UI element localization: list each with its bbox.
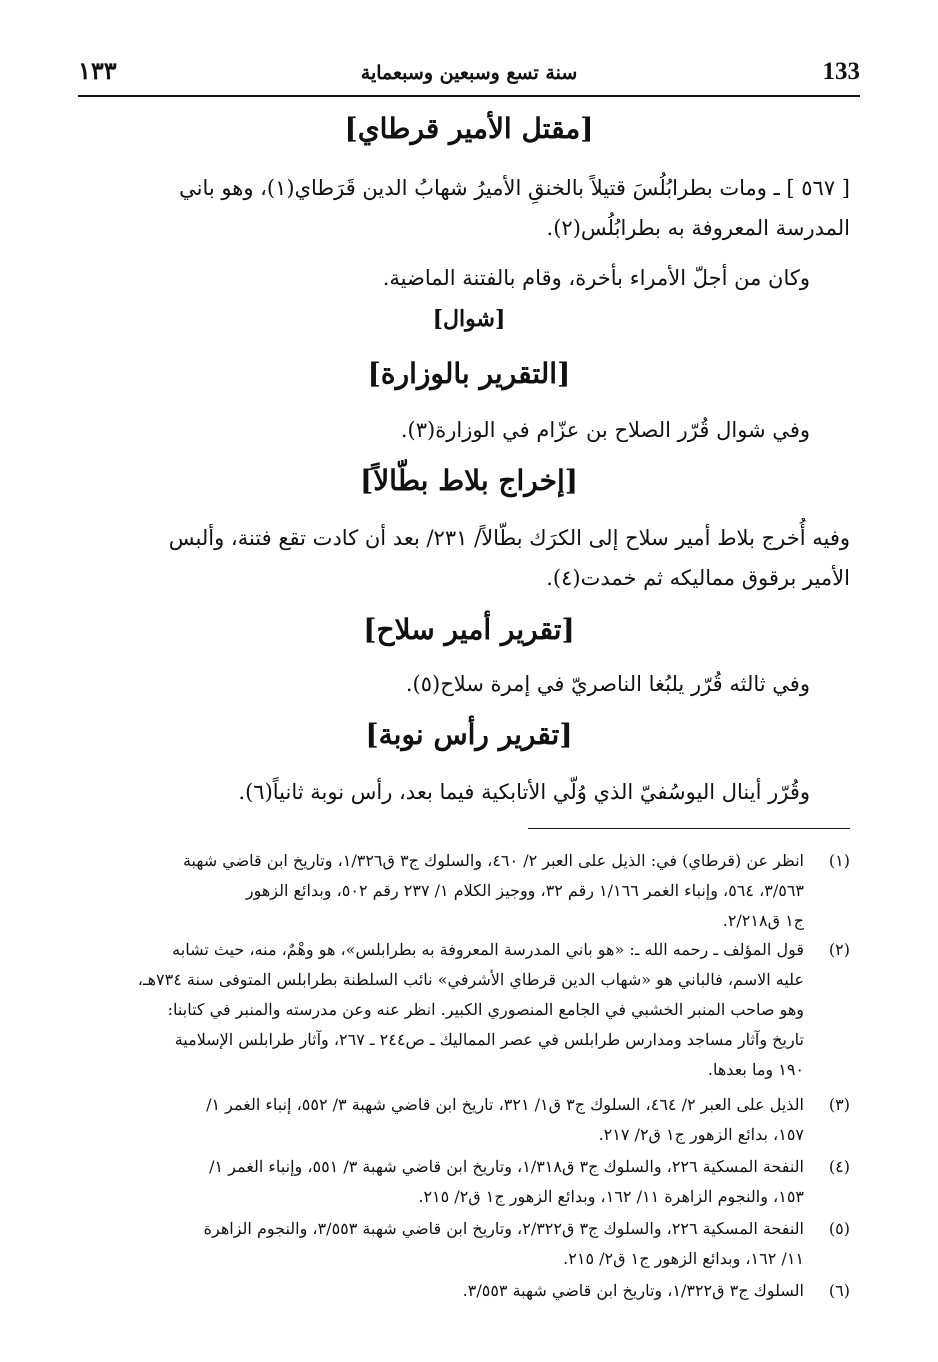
paragraph-amir-silah [82,664,850,704]
paragraph-ras-nawba [82,772,850,812]
text-line: [ ٥٦٧ ] ـ ومات بطرابُلُسَ قتيلاً بالخنقِ الأميرُ شهابُ الدين قَرَطاي(١)، وهو باني [179,176,850,200]
footnote-line: الذيل على العبر ٢/ ٤٦٤، السلوك ج٣ ق١/ ٣٢١، تاريخ ابن قاضي شهبة ٣/ ٥٥٢، إنباء الغمر ١/ [206,1095,804,1114]
footnote-1 [82,846,850,936]
text-line: وفيه أُخرج بلاط أمير سلاح إلى الكرَك بطّالاً/ ٢٣١/ بعد أن كادت تقع فتنة، وألبس [168,526,850,550]
paragraph-wizara [82,410,850,450]
heading-qartay-killing: [مقتل الأمير قرطاي] [344,112,594,145]
footnote-line: قول المؤلف ـ رحمه الله ـ: «هو باني المدرسة المعروفة به بطرابلس»، هو وهْمٌ، منه، حيث تشابه [172,940,804,959]
footnote-number: (٣) [828,1095,850,1114]
footnote-line: تاريخ وآثار مساجد ومدارس طرابلس في عصر المماليك ـ ص٢٤٤ ـ ٢٦٧، وآثار طرابلس الإسلامية [174,1030,804,1049]
footnote-line: السلوك ج٣ ق١/٣٢٢، وتاريخ ابن قاضي شهبة ٣/٥٥٣. [462,1281,804,1300]
running-title: سنة تسع وسبعين وسبعماية [360,62,578,84]
header-rule [78,95,860,97]
footnote-line: انظر عن (قرطاي) في: الذيل على العبر ٢/ ٤٦٠، والسلوك ج٣ ق١/٣٢٦، وتاريخ ابن قاضي شهبة [182,851,804,870]
heading-shawwal: [شوال] [432,306,506,332]
footnote-4 [82,1152,850,1212]
footnote-rule [528,828,850,829]
footnote-line: عليه الاسم، فالباني هو «شهاب الدين قرطاي الأشرفي» نائب السلطنة بطرابلس المتوفى سنة ٧٣٤هـ، [137,970,804,989]
heading-amir-silah: [تقرير أمير سلاح] [363,613,575,646]
footnote-5 [82,1214,850,1274]
footnote-line: النفحة المسكية ٢٢٦، والسلوك ج٣ ق١/٣١٨، وتاريخ ابن قاضي شهبة ٣/ ٥٥١، وإنباء الغمر ١/ [209,1157,804,1176]
page-number-latin: 133 [822,58,860,85]
footnote-line: ١٥٧، بدائع الزهور ج١ ق٢/ ٢١٧. [598,1125,804,1144]
text-line: وكان من أجلّ الأمراء بأخرة، وقام بالفتنة الماضية. [382,266,810,290]
footnote-line: ١٥٣، والنجوم الزاهرة ١١/ ١٦٢، وبدائع الزهور ج١ ق٢/ ٢١٥. [418,1187,804,1206]
footnote-line: ١٩٠ وما بعدها. [707,1060,804,1079]
footnote-number: (٥) [828,1219,850,1238]
footnote-number: (٤) [828,1157,850,1176]
footnote-number: (٢) [828,940,850,959]
footnote-line: ٣/٥٦٣، ٥٦٤، وإنباء الغمر ١/١٦٦ رقم ٣٢، ووجيز الكلام ١/ ٢٣٧ رقم ٥٠٢، وبدائع الزهور [245,881,804,900]
paragraph-qartay [82,168,850,298]
heading-wizara: [التقرير بالوزارة] [367,357,571,390]
text-line: وفي ثالثه قُرّر يلبُغا الناصريّ في إمرة سلاح(٥). [405,672,810,696]
footnote-number: (١) [828,851,850,870]
footnote-line: النفحة المسكية ٢٢٦، والسلوك ج٣ ق٢/٣٢٢، وتاريخ ابن قاضي شهبة ٣/٥٥٣، والنجوم الزاهرة [203,1219,804,1238]
footnote-6 [82,1276,850,1306]
footnote-3 [82,1090,850,1150]
text-line: المدرسة المعروفة به بطرابُلُس(٢). [546,216,850,240]
footnote-line: ج١ ق٢/٢١٨. [722,911,804,930]
paragraph-balat [82,518,850,598]
heading-ras-nawba: [تقرير رأس نوبة] [365,718,573,751]
text-line: الأمير برقوق مماليكه ثم خمدت(٤). [546,566,850,590]
footnote-2 [82,935,850,1085]
footnote-line: ١١/ ١٦٢، وبدائع الزهور ج١ ق٢/ ٢١٥. [563,1249,804,1268]
heading-balat: [إخراج بلاط بطّالاً] [359,464,579,497]
footnote-line: وهو صاحب المنبر الخشبي في الجامع المنصوري الكبير. انظر عنه وعن مدرسته والمنبر في كتابنا: [167,1000,804,1019]
running-header [78,52,860,98]
footnote-number: (٦) [828,1281,850,1300]
text-line: وفي شوال قُرّر الصلاح بن عزّام في الوزارة(٣). [400,418,810,442]
text-line: وقُرّر أينال اليوسُفيّ الذي وُلّي الأتابكية فيما بعد، رأس نوبة ثانياً(٦). [238,780,810,804]
page-number-arabic: ١٣٣ [78,56,117,85]
